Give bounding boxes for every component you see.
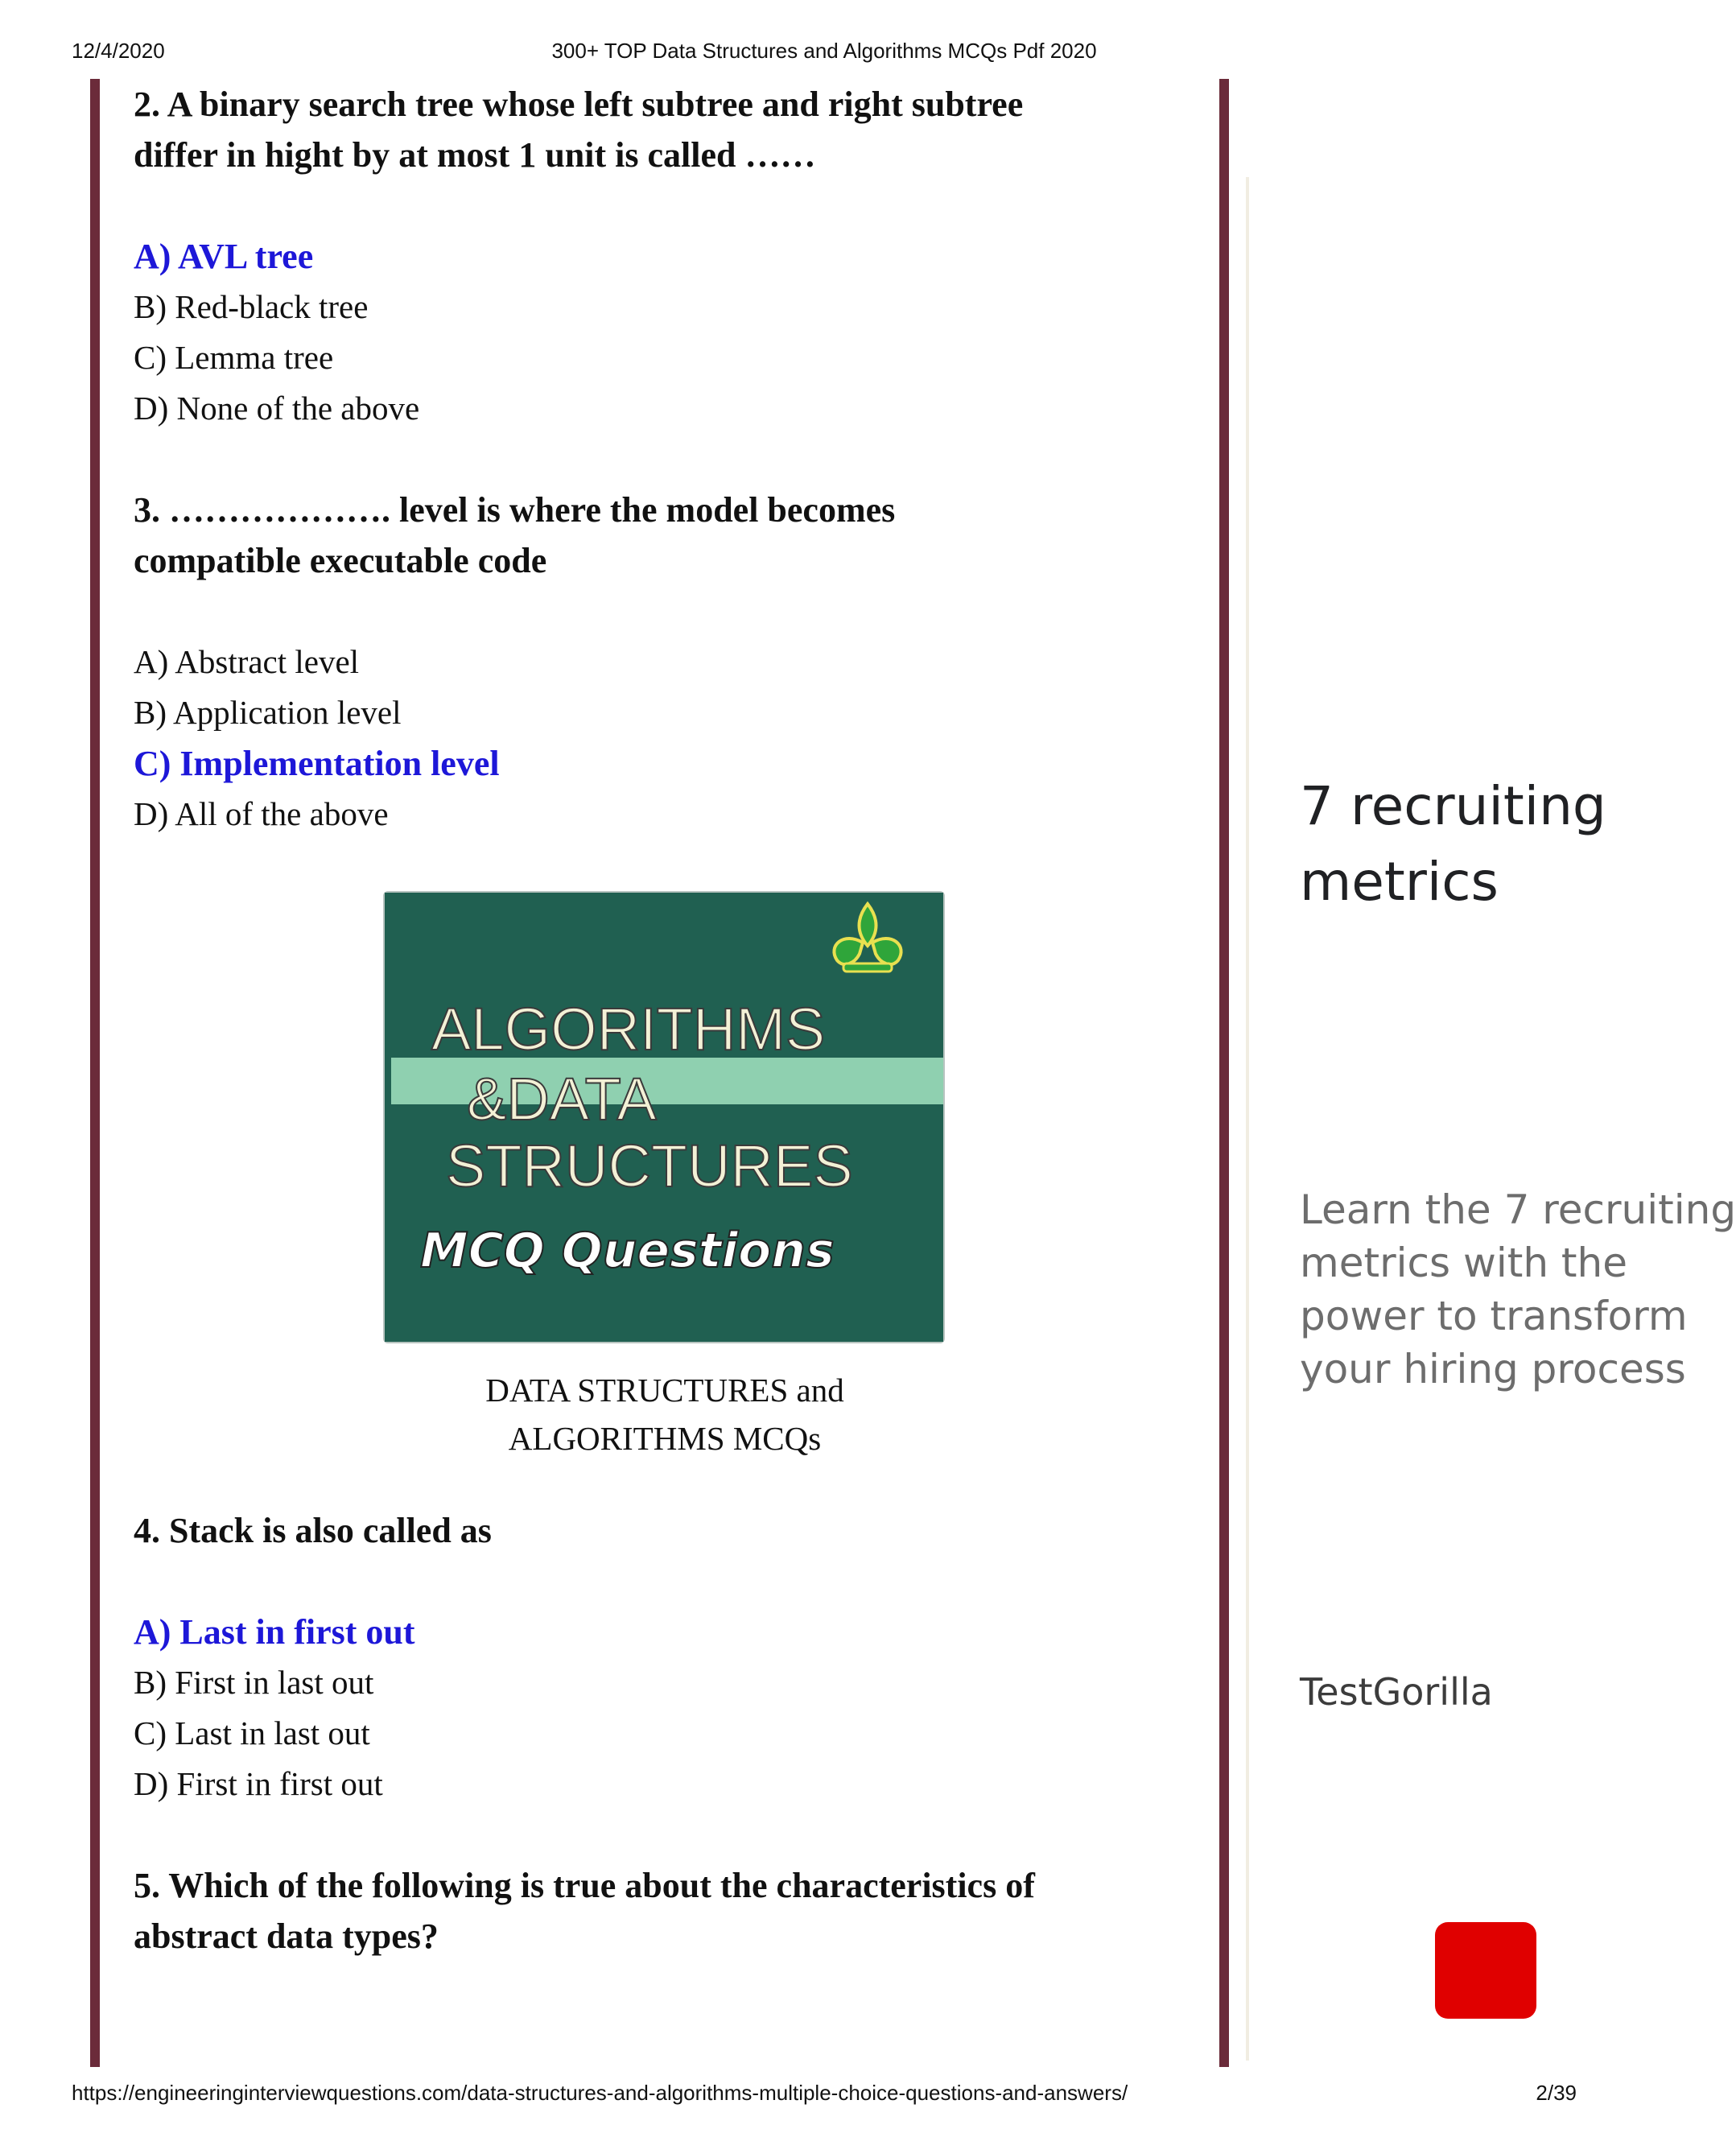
- ad-brand[interactable]: TestGorilla: [1300, 1670, 1493, 1714]
- cover-subtitle: MCQ Questions: [420, 1223, 835, 1279]
- cover-title-line3: STRUCTURES: [446, 1133, 853, 1199]
- question-title: 3. ………………. level is where the model becomes: [134, 490, 896, 530]
- answer-option: D) None of the above: [134, 390, 420, 427]
- ad-cta-button[interactable]: [1435, 1922, 1536, 2019]
- answer-option: B) First in last out: [134, 1664, 374, 1701]
- print-header-date: 12/4/2020: [72, 39, 165, 63]
- print-header: [0, 39, 1648, 66]
- article-content: [134, 79, 1196, 840]
- answer-option: D) First in first out: [134, 1765, 383, 1802]
- article-right-border: [1219, 79, 1229, 2067]
- question-title: 2. A binary search tree whose left subtree and right subtree: [134, 85, 1024, 124]
- ad-body[interactable]: [1300, 1183, 1736, 1401]
- cover-title-line2: &DATA: [467, 1066, 657, 1133]
- ad-body-line: metrics with the: [1300, 1240, 1627, 1286]
- ad-body-line: Learn the 7 recruiting: [1300, 1186, 1736, 1233]
- ad-body-line: your hiring process: [1300, 1346, 1686, 1392]
- ad-body-line: power to transform: [1300, 1293, 1688, 1339]
- article-left-border: [90, 79, 100, 2067]
- print-footer: [0, 2081, 1648, 2108]
- figure-caption: [134, 1366, 1196, 1463]
- question-block: [134, 485, 1196, 840]
- answer-option: A) Abstract level: [134, 643, 360, 680]
- answer-option: B) Application level: [134, 694, 402, 731]
- question-title: differ in hight by at most 1 unit is called ……: [134, 135, 816, 175]
- caption-line: ALGORITHMS MCQs: [508, 1420, 822, 1457]
- question-title: compatible executable code: [134, 541, 547, 580]
- article-content-lower: [134, 1505, 1196, 1962]
- answer-option-correct: A) Last in first out: [134, 1612, 415, 1652]
- question-title: 4. Stack is also called as: [134, 1511, 492, 1550]
- question-block: [134, 1860, 1196, 1962]
- question-block: [134, 79, 1196, 485]
- question-title: 5. Which of the following is true about the characteristics of: [134, 1866, 1035, 1905]
- page-number: 2/39: [1536, 2081, 1577, 2105]
- cover-title-line1: ALGORITHMS: [431, 996, 826, 1062]
- answer-option: C) Last in last out: [134, 1714, 370, 1751]
- question-block: [134, 1505, 1196, 1860]
- book-cover-image: [383, 891, 945, 1343]
- answer-option: C) Lemma tree: [134, 339, 334, 376]
- answer-option-correct: C) Implementation level: [134, 744, 500, 783]
- sidebar-divider: [1246, 177, 1249, 2061]
- ad-headline-line: metrics: [1300, 851, 1499, 913]
- answer-option-correct: A) AVL tree: [134, 237, 314, 276]
- question-title: abstract data types?: [134, 1916, 439, 1956]
- answer-option: D) All of the above: [134, 795, 389, 832]
- caption-line: DATA STRUCTURES and: [485, 1372, 844, 1409]
- ad-headline[interactable]: [1300, 769, 1606, 930]
- page-url: https://engineeringinterviewquestions.com/data-structures-and-algorithms-multiple-choice-questions-and-answers/: [72, 2081, 1128, 2105]
- print-header-title: 300+ TOP Data Structures and Algorithms MCQs Pdf 2020: [551, 39, 1097, 63]
- ad-headline-line: 7 recruiting: [1300, 775, 1606, 837]
- answer-option: B) Red-black tree: [134, 288, 369, 325]
